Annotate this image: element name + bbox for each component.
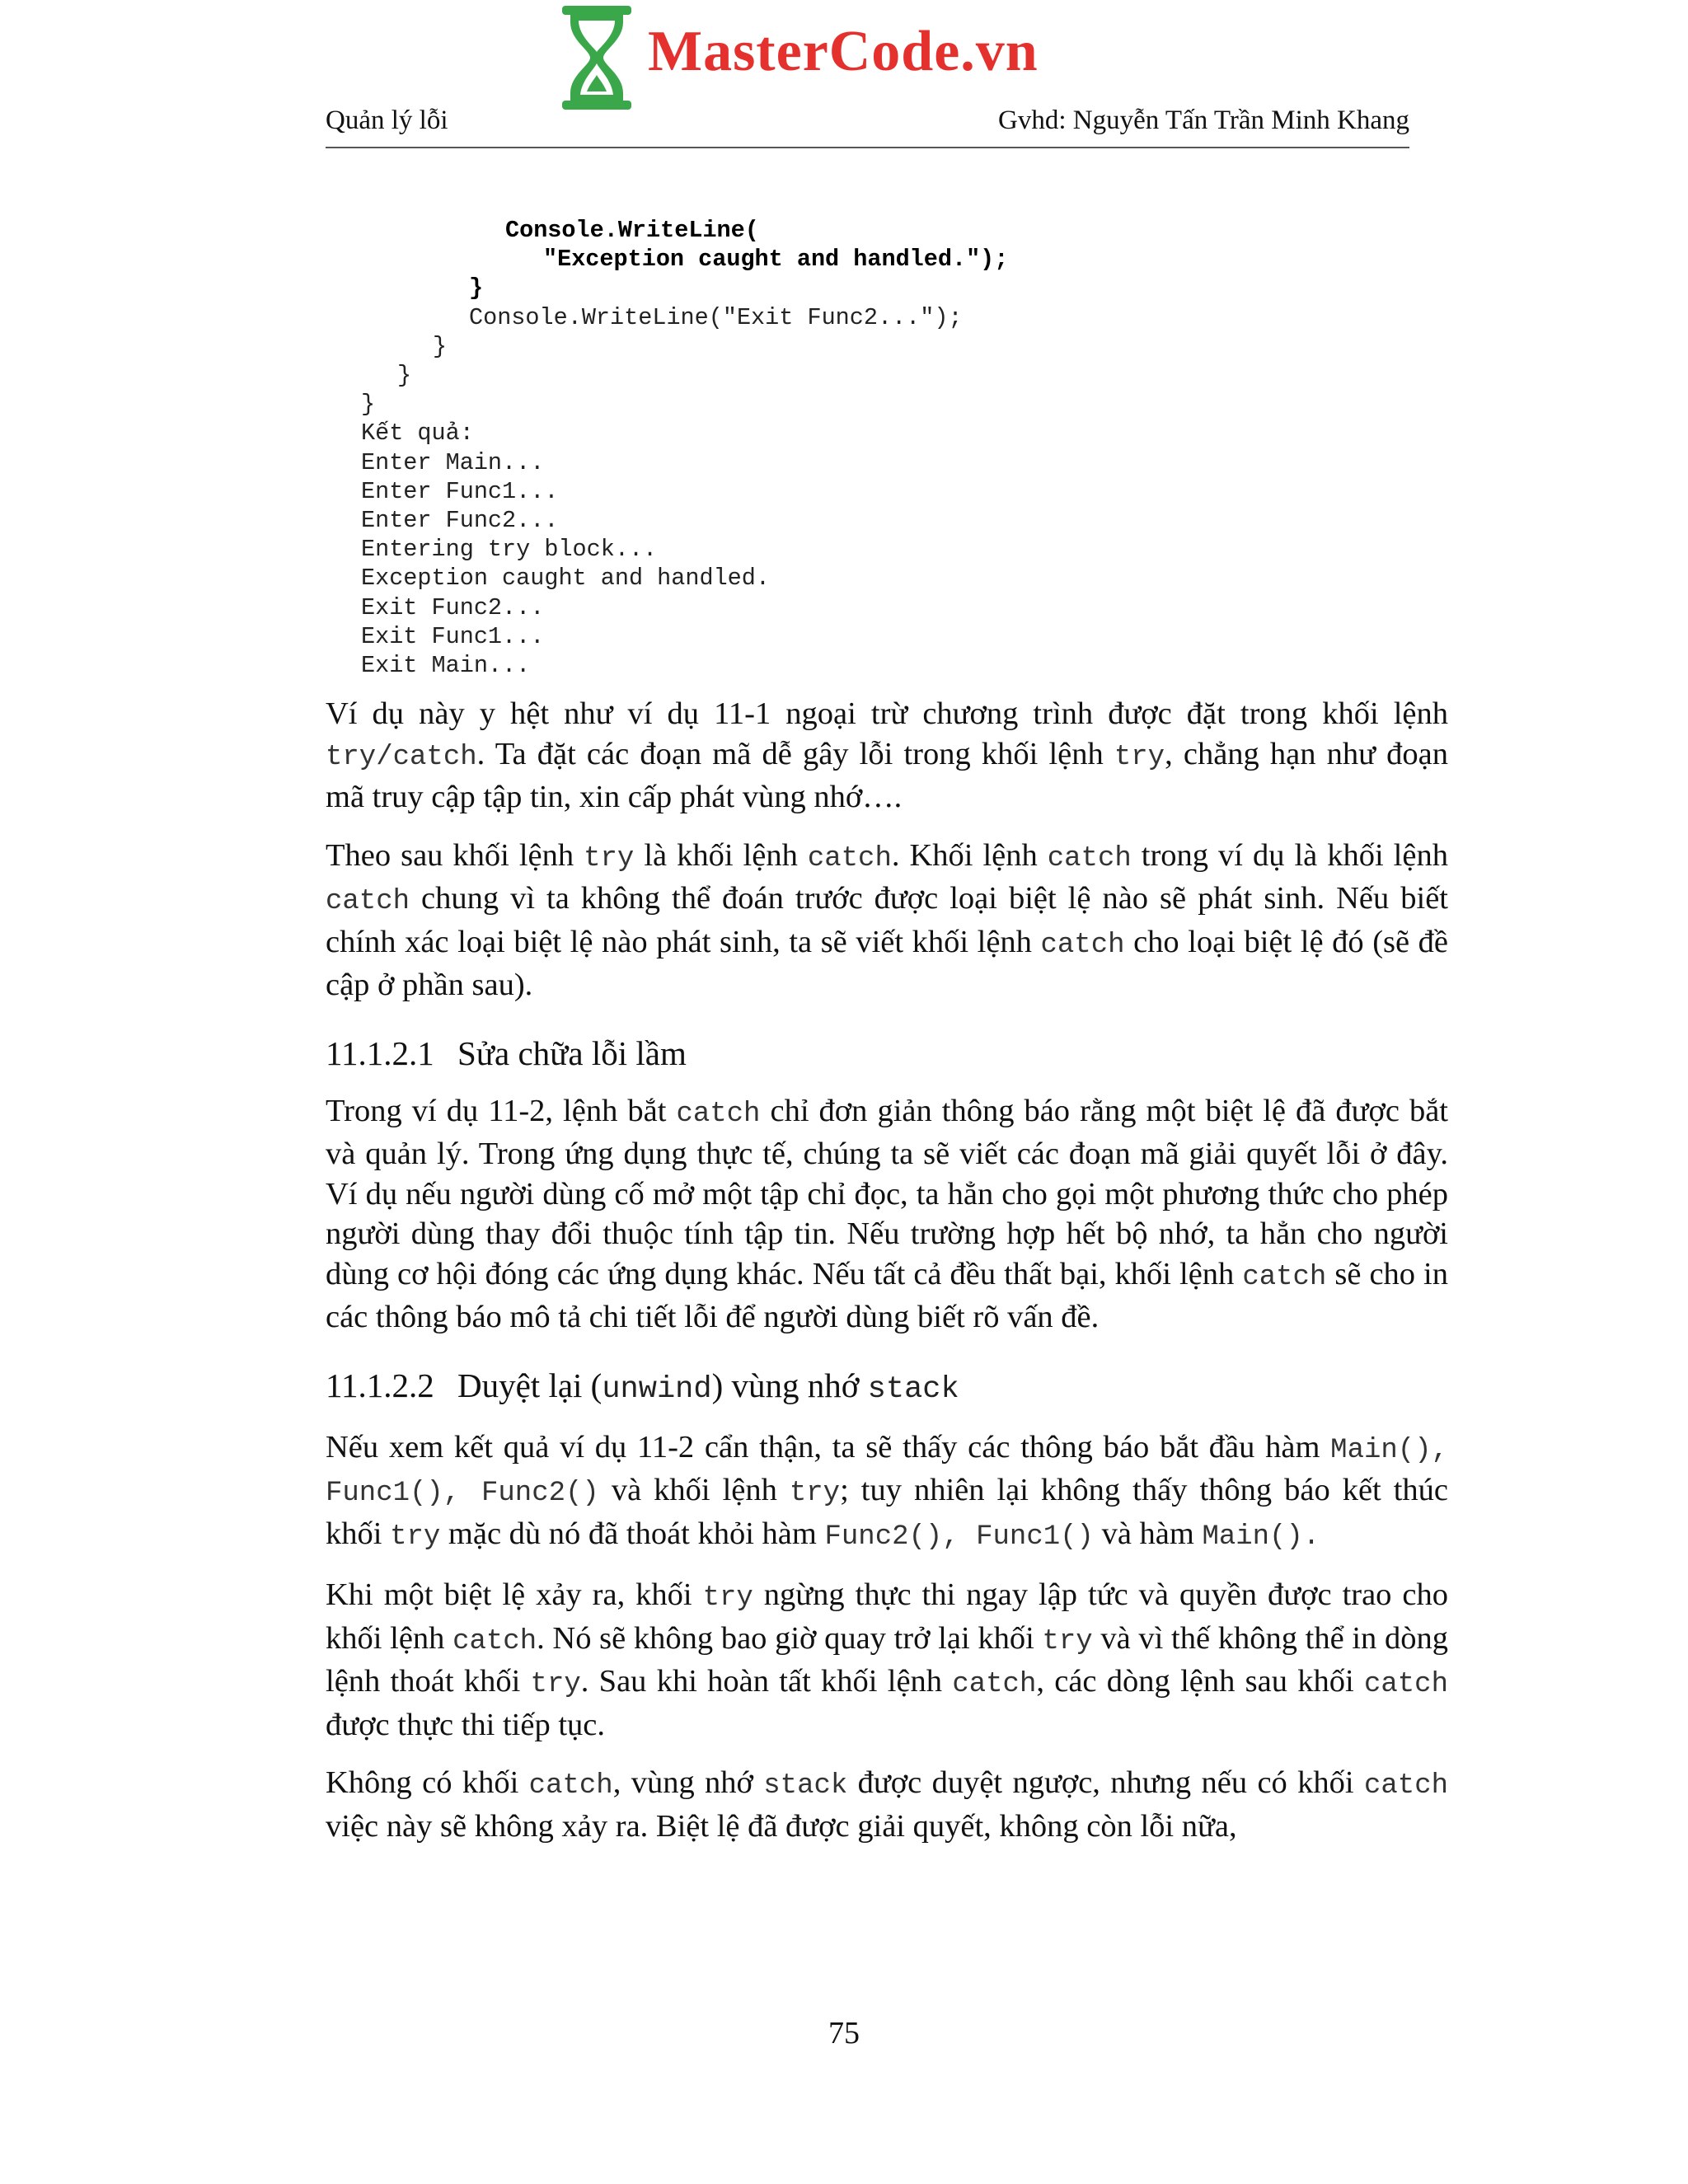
body-text <box>326 694 1448 1864</box>
code-line: Exit Func2... <box>361 593 545 621</box>
paragraph-3: Trong ví dụ 11-2, lệnh bắt catch chỉ đơn giản thông báo rằng một biệt lệ đã được bắt và quản lý. Trong ứng dụng thực tế, chúng ta sẽ viết các đoạn mã giải quyết lỗi ở đây. Ví dụ nếu người dùng cố mở một tập chỉ đọc, ta hẳn cho gọi một phương thức cho phép người dùng thay đổi thuộc tính tập tin. Nếu trường hợp hết bộ nhớ, ta hẳn cho người dùng cơ hội đóng các ứng dụng khác. Nếu tất cả đều thất bại, khối lệnh catch sẽ cho in các thông báo mô tả chi tiết lỗi để người dùng biết rõ vấn đề. <box>326 1093 1448 1334</box>
code-line: Enter Main... <box>361 448 545 476</box>
code-line: } <box>469 274 484 302</box>
code-line: Exception caught and handled. <box>361 565 770 593</box>
code-line: Console.WriteLine( <box>505 217 759 244</box>
code-line: Exit Main... <box>361 652 531 680</box>
paragraph-1: Ví dụ này y hệt như ví dụ 11-1 ngoại trừ chương trình được đặt trong khối lệnh try/catch. Ta đặt các đoạn mã dễ gây lỗi trong khối lệnh try, chẳng hạn như đoạn mã truy cập tập tin, xin cấp phát vùng nhớ…. <box>326 696 1448 814</box>
logo <box>557 0 1039 115</box>
code-line: Kết quả: <box>361 419 474 448</box>
paragraph-4: Nếu xem kết quả ví dụ 11-2 cẩn thận, ta sẽ thấy các thông báo bắt đầu hàm Main(), Func1(), Func2() và khối lệnh try; tuy nhiên lại không thấy thông báo kết thúc khối try mặc dù nó đã thoát khỏi hàm Func2(), Func1() và hàm Main(). <box>326 1429 1449 1553</box>
code-line: Exit Func1... <box>361 622 545 650</box>
paragraph-2: Theo sau khối lệnh try là khối lệnh catch. Khối lệnh catch trong ví dụ là khối lệnh catch chung vì ta không thể đoán trước được loại biệt lệ nào sẽ phát sinh. Nếu biết chính xác loại biệt lệ nào phát sinh, ta sẽ viết khối lệnh catch cho loại biệt lệ đó (sẽ đề cập ở phần sau). <box>326 837 1448 1002</box>
paragraph-5: Khi một biệt lệ xảy ra, khối try ngừng thực thi ngay lập tức và quyền được trao cho khối lệnh catch. Nó sẽ không bao giờ quay trở lại khối try và vì thế không thể in dòng lệnh thoát khối try. Sau khi hoàn tất khối lệnh catch, các dòng lệnh sau khối catch được thực thi tiếp tục. <box>326 1577 1448 1742</box>
header-chapter-title: Quản lý lỗi <box>326 105 448 135</box>
code-line: } <box>433 332 448 360</box>
hourglass-icon <box>557 2 636 113</box>
code-line: Entering try block... <box>361 536 658 564</box>
code-line: Console.WriteLine("Exit Func2..."); <box>469 303 963 331</box>
logo-text: MasterCode.vn <box>648 20 1039 83</box>
code-line: Enter Func1... <box>361 477 559 505</box>
code-line: } <box>397 362 412 390</box>
header-instructor: Gvhd: Nguyễn Tấn Trần Minh Khang <box>998 105 1409 135</box>
code-line: "Exception caught and handled."); <box>543 246 1009 274</box>
paragraph-6: Không có khối catch, vùng nhớ stack được duyệt ngược, nhưng nếu có khối catch việc này sẽ không xảy ra. Biệt lệ đã được giải quyết, không còn lỗi nữa, <box>326 1765 1449 1844</box>
code-line: } <box>361 391 376 419</box>
section-heading-11-1-2-1: 11.1.2.1 Sửa chữa lỗi lầm <box>326 1033 687 1072</box>
code-block <box>361 216 1008 680</box>
page-number: 75 <box>828 2016 860 2050</box>
section-heading-11-1-2-2: 11.1.2.2 Duyệt lại (unwind) vùng nhớ stack <box>326 1366 959 1407</box>
header-divider <box>326 147 1409 148</box>
code-line: Enter Func2... <box>361 507 559 535</box>
